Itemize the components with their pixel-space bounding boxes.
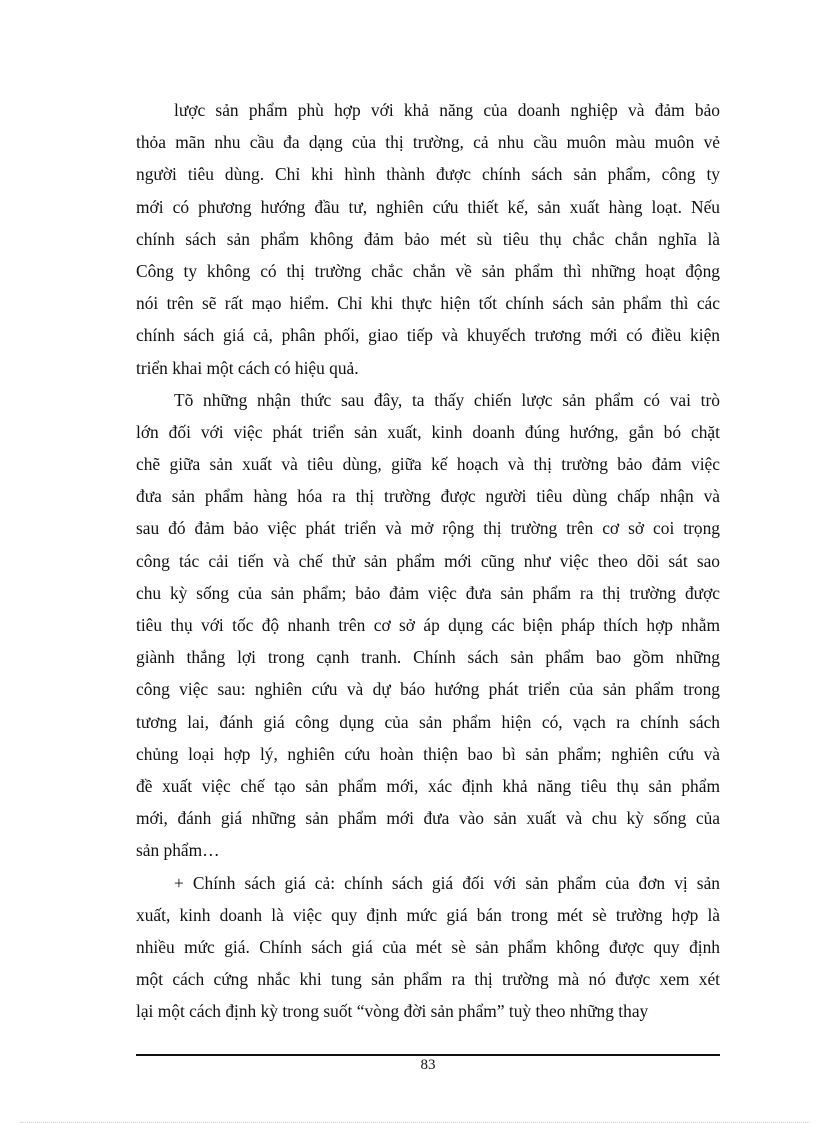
text-line: tiêu thụ với tốc độ nhanh trên cơ sở áp dụng các biện pháp thích hợp nhằm — [136, 615, 720, 635]
page-body — [136, 94, 720, 1027]
paragraph-3 — [136, 867, 720, 1028]
paragraph-1 — [136, 94, 720, 384]
text-line: đưa sản phẩm hàng hóa ra thị trường được người tiêu dùng chấp nhận và — [136, 486, 720, 507]
text-line: lược sản phẩm phù hợp với khả năng của doanh nghiệp và đảm bảo — [174, 100, 720, 120]
text-line: đề xuất việc chế tạo sản phẩm mới, xác định khả năng tiêu thụ sản phẩm — [136, 775, 720, 796]
text-line: Công ty không có thị trường chắc chắn về sản phẩm thì những hoạt động — [136, 260, 720, 281]
text-line: lại một cách định kỳ trong suốt “vòng đời sản phẩm” tuỳ theo những thay — [136, 1001, 649, 1022]
text-line: chẽ giữa sản xuất và tiêu dùng, giữa kế hoạch và thị trường bảo đảm việc — [136, 454, 720, 475]
text-line: tương lai, đánh giá công dụng của sản phẩm hiện có, vạch ra chính sách — [136, 711, 720, 732]
text-line: nhiều mức giá. Chính sách giá của mét sè sản phẩm không được quy định — [136, 936, 720, 957]
text-line: công tác cải tiến và chế thử sản phẩm mới cũng như việc theo dõi sát sao — [136, 550, 720, 571]
text-line: giành thắng lợi trong cạnh tranh. Chính sách sản phẩm bao gồm những — [136, 647, 720, 668]
text-line: xuất, kinh doanh là việc quy định mức giá bán trong mét sè trường hợp là — [136, 904, 720, 925]
text-line: sau đó đảm bảo việc phát triển và mở rộng thị trường trên cơ sở coi trọng — [136, 518, 720, 539]
paragraph-2 — [136, 384, 720, 867]
text-line: chính sách sản phẩm không đảm bảo mét sù tiêu thụ chắc chắn nghĩa là — [136, 228, 720, 249]
text-line: + Chính sách giá cả: chính sách giá đối với sản phẩm của đơn vị sản — [174, 872, 720, 893]
text-line: chủng loại hợp lý, nghiên cứu hoàn thiện bao bì sản phẩm; nghiên cứu và — [136, 743, 720, 764]
text-line: một cách cứng nhắc khi tung sản phẩm ra thị trường mà nó được xem xét — [136, 969, 720, 990]
text-line: thỏa mãn nhu cầu đa dạng của thị trường, cả nhu cầu muôn màu muôn vẻ — [136, 132, 720, 153]
text-line: sản phẩm… — [136, 840, 220, 861]
text-line: nói trên sẽ rất mạo hiểm. Chỉ khi thực hiện tốt chính sách sản phẩm thì các — [136, 293, 720, 314]
text-line: chính sách giá cả, phân phối, giao tiếp và khuyếch trương mới có điều kiện — [136, 325, 720, 346]
text-line: lớn đối với việc phát triển sản xuất, kinh doanh đúng hướng, gắn bó chặt — [136, 421, 720, 442]
page-number: 83 — [420, 1057, 436, 1073]
text-line: người tiêu dùng. Chỉ khi hình thành được chính sách sản phẩm, công ty — [136, 164, 720, 185]
text-line: Tõ những nhận thức sau đây, ta thấy chiến lược sản phẩm có vai trò — [174, 389, 720, 410]
text-line: mới, đánh giá những sản phẩm mới đưa vào sản xuất và chu kỳ sống của — [136, 808, 720, 829]
text-line: triển khai một cách có hiệu quả. — [136, 357, 359, 378]
text-line: mới có phương hướng đầu tư, nghiên cứu thiết kế, sản xuất hàng loạt. Nếu — [136, 196, 720, 217]
text-line: chu kỳ sống của sản phẩm; bảo đảm việc đưa sản phẩm ra thị trường được — [136, 582, 720, 603]
text-line: công việc sau: nghiên cứu và dự báo hướng phát triển của sản phẩm trong — [136, 679, 720, 700]
